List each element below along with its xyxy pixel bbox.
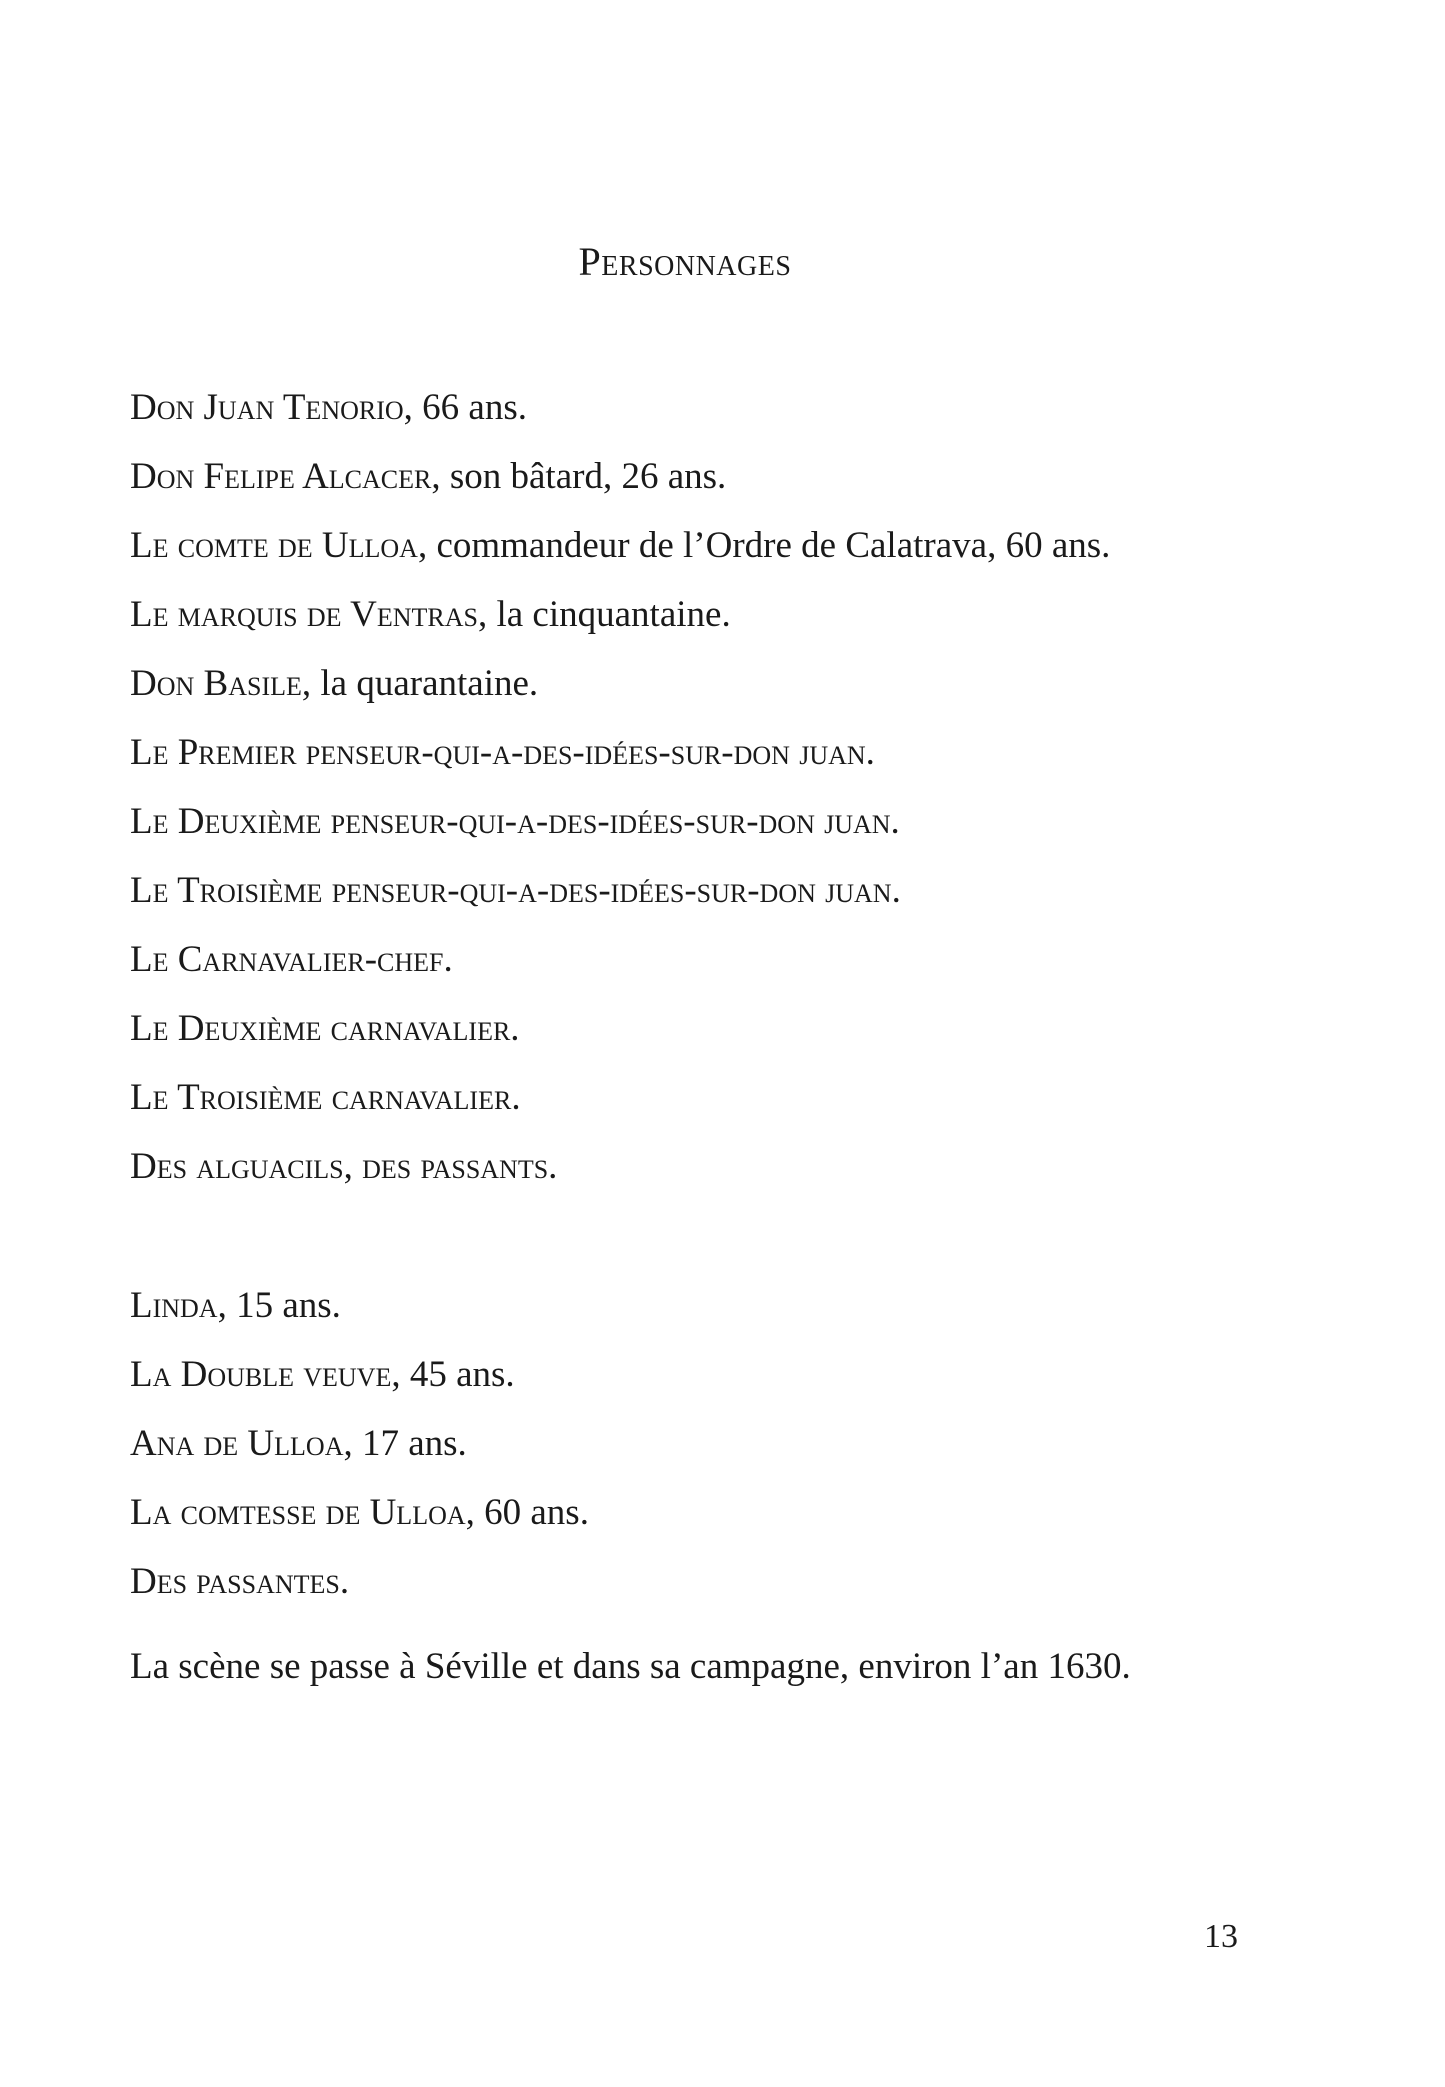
cast-item xyxy=(130,787,1290,856)
character-name: Linda xyxy=(130,1285,218,1326)
character-description: , 45 ans. xyxy=(391,1354,515,1395)
cast-item xyxy=(130,856,1290,925)
character-name: Ana de Ulloa xyxy=(130,1423,344,1464)
character-name: Le Premier penseur-qui-a-des-idées-sur-don juan. xyxy=(130,732,875,773)
cast-item xyxy=(130,442,1290,511)
page-number: 13 xyxy=(1204,1918,1238,1955)
character-name: Le Deuxième carnavalier. xyxy=(130,1008,520,1049)
cast-item xyxy=(130,1409,1290,1478)
character-name: Le marquis de Ventras xyxy=(130,594,478,635)
character-description: , commandeur de l’Ordre de Calatrava, 60 ans. xyxy=(417,525,1111,566)
cast-item xyxy=(130,1547,1290,1616)
cast-item xyxy=(130,925,1290,994)
cast-item xyxy=(130,994,1290,1063)
character-description: , la cinquantaine. xyxy=(477,594,731,635)
character-name: Don Felipe Alcacer xyxy=(130,456,432,497)
section-spacer xyxy=(130,1201,1290,1271)
cast-list xyxy=(130,373,1290,1616)
character-description: , 15 ans. xyxy=(217,1285,341,1326)
cast-item xyxy=(130,649,1290,718)
cast-item xyxy=(130,1271,1290,1340)
character-name: La comtesse de Ulloa xyxy=(130,1492,466,1533)
cast-item xyxy=(130,580,1290,649)
character-name: Des alguacils, des passants. xyxy=(130,1146,558,1187)
character-description: , 66 ans. xyxy=(403,387,527,428)
character-name: Le comte de Ulloa xyxy=(130,525,418,566)
character-name: Le Deuxième penseur-qui-a-des-idées-sur-don juan. xyxy=(130,801,900,842)
character-name: Le Carnavalier-chef. xyxy=(130,939,453,980)
page-title: Personnages xyxy=(578,239,792,284)
character-description: , son bâtard, 26 ans. xyxy=(431,456,727,497)
character-description: , 17 ans. xyxy=(343,1423,467,1464)
cast-item xyxy=(130,1063,1290,1132)
character-name: Le Troisième penseur-qui-a-des-idées-sur-don juan. xyxy=(130,870,901,911)
character-name: Le Troisième carnavalier. xyxy=(130,1077,521,1118)
cast-item xyxy=(130,718,1290,787)
character-name: Don Basile xyxy=(130,663,302,704)
character-name: Don Juan Tenorio xyxy=(130,387,404,428)
character-name: La Double veuve xyxy=(130,1354,392,1395)
character-name: Des passantes. xyxy=(130,1561,350,1602)
cast-item xyxy=(130,1340,1290,1409)
setting-note: La scène se passe à Séville et dans sa campagne, environ l’an 1630. xyxy=(130,1646,1131,1687)
cast-item xyxy=(130,1478,1290,1547)
cast-item xyxy=(130,1132,1290,1201)
character-description: , 60 ans. xyxy=(465,1492,589,1533)
character-description: , la quarantaine. xyxy=(301,663,539,704)
cast-item xyxy=(130,511,1290,580)
cast-item xyxy=(130,373,1290,442)
